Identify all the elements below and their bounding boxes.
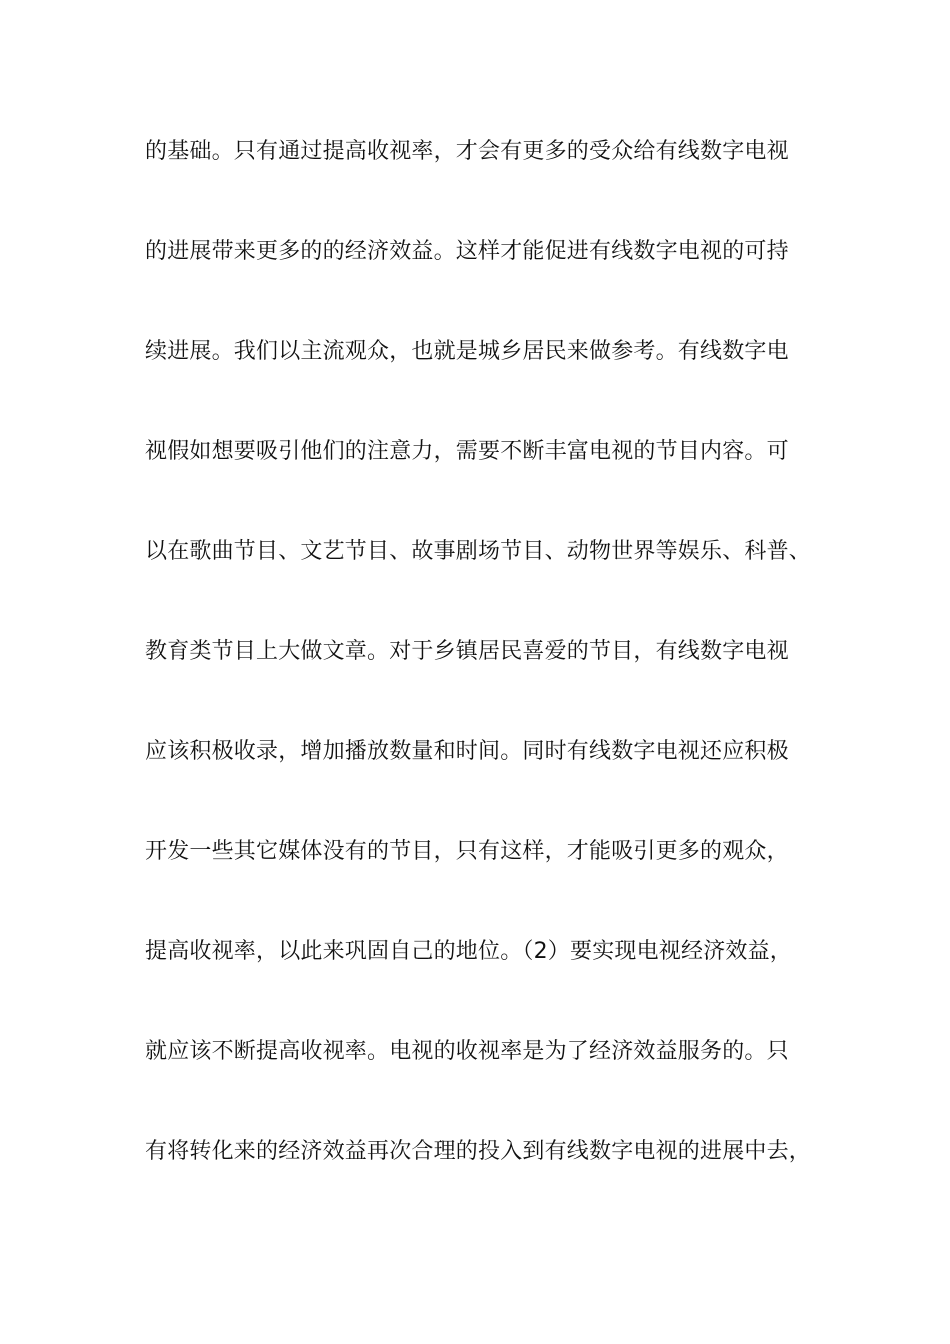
text-line: 以在歌曲节目、文艺节目、故事剧场节目、动物世界等娱乐、科普、 bbox=[145, 539, 812, 564]
text-line: 应该积极收录，增加播放数量和时间。同时有线数字电视还应积极 bbox=[145, 739, 789, 764]
text-line: 视假如想要吸引他们的注意力，需要不断丰富电视的节目内容。可 bbox=[145, 439, 789, 464]
text-line: 开发一些其它媒体没有的节目，只有这样，才能吸引更多的观众， bbox=[145, 839, 789, 864]
text-line: 的基础。只有通过提高收视率，才会有更多的受众给有线数字电视 bbox=[145, 139, 789, 164]
text-line: 就应该不断提高收视率。电视的收视率是为了经济效益服务的。只 bbox=[145, 1039, 789, 1064]
text-line: 教育类节目上大做文章。对于乡镇居民喜爱的节目，有线数字电视 bbox=[145, 639, 789, 664]
text-line: 续进展。我们以主流观众，也就是城乡居民来做参考。有线数字电 bbox=[145, 339, 789, 364]
text-line: 提高收视率，以此来巩固自己的地位。（2）要实现电视经济效益， bbox=[145, 939, 792, 964]
text-line: 有将转化来的经济效益再次合理的投入到有线数字电视的进展中去， bbox=[145, 1139, 812, 1164]
text-line: 的进展带来更多的的经济效益。这样才能促进有线数字电视的可持 bbox=[145, 239, 789, 264]
body-text bbox=[145, 130, 825, 1230]
